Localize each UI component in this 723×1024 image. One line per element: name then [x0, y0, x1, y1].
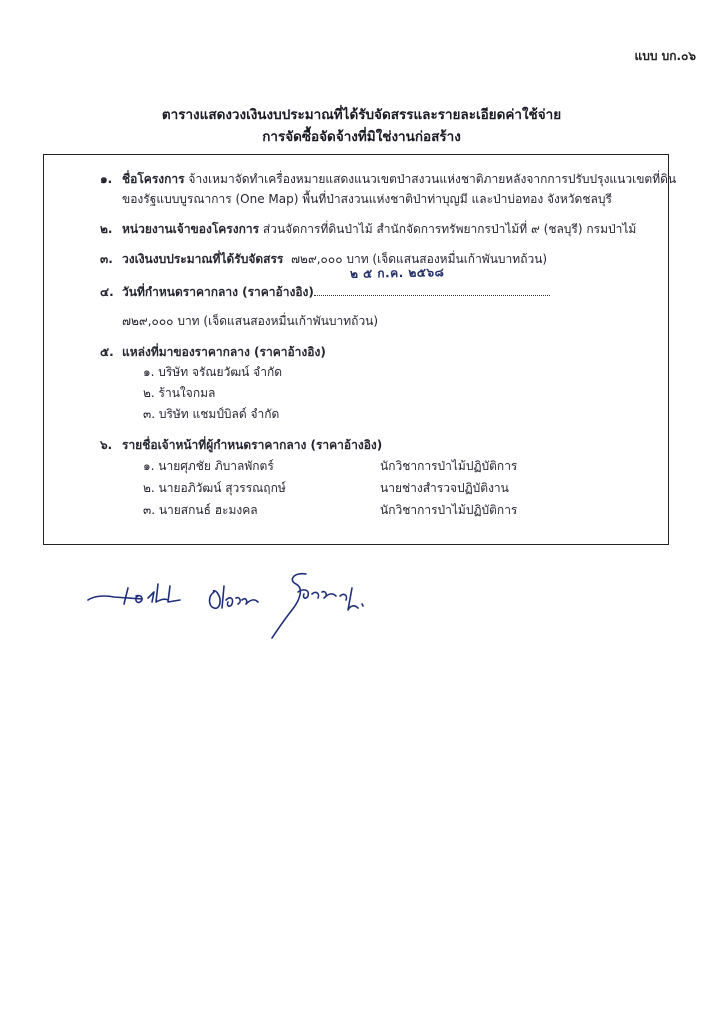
item-5-label: แหล่งที่มาของราคากลาง (ราคาอ้างอิง)	[122, 345, 326, 359]
item-1-number: ๑.	[100, 172, 113, 186]
item-4-value: ๗๒๙,๐๐๐ บาท (เจ็ดแสนสองหมื่นเก้าพันบาทถ้วน)	[122, 314, 379, 328]
item-2-number: ๒.	[100, 222, 113, 236]
form-code: แบบ บก.๐๖	[634, 49, 696, 63]
item-2-value: ส่วนจัดการที่ดินป่าไม้ สำนักจัดการทรัพยากรป่าไม้ที่ ๙ (ชลบุรี) กรมป่าไม้	[262, 222, 637, 236]
item-2-label: หน่วยงานเจ้าของโครงการ	[122, 222, 260, 236]
item-3-budget	[100, 251, 547, 267]
official-position: นักวิชาการป่าไม้ปฏิบัติการ	[380, 459, 518, 473]
source-item: ๒. ร้านใจกมล	[143, 386, 216, 400]
official-position: นายช่างสำรวจปฏิบัติงาน	[380, 481, 509, 495]
item-1-value: จ้างเหมาจัดทำเครื่องหมายแสดงแนวเขตป่าสงวนแห่งชาติภายหลังจากการปรับปรุงแนวเขตที่ดิน	[188, 172, 677, 186]
official-name: ๓. นายสกนธ์ ฮะมงคล	[143, 503, 258, 517]
document-title-line-1: ตารางแสดงวงเงินงบประมาณที่ได้รับจัดสรรและรายละเอียดค่าใช้จ่าย	[161, 107, 562, 123]
item-6-officials	[100, 437, 382, 453]
signature-3	[266, 566, 370, 642]
signature-2	[204, 578, 266, 618]
item-4-number: ๔.	[100, 285, 114, 299]
item-3-value: ๗๒๙,๐๐๐ บาท (เจ็ดแสนสองหมื่นเก้าพันบาทถ้วน)	[291, 252, 548, 266]
item-5-number: ๕.	[100, 345, 114, 359]
item-3-number: ๓.	[100, 252, 113, 266]
item-4-label: วันที่กำหนดราคากลาง (ราคาอ้างอิง)	[122, 285, 314, 299]
source-item: ๓. บริษัท แชมป์บิลด์ จำกัด	[143, 407, 280, 421]
item-1-project-name	[100, 171, 676, 187]
item-6-label: รายชื่อเจ้าหน้าที่ผู้กำหนดราคากลาง (ราคาอ้างอิง)	[122, 438, 383, 452]
item-4-reference-date	[100, 284, 550, 300]
document-title-line-2: การจัดซื้อจัดจ้างที่มิใช่งานก่อสร้าง	[262, 129, 461, 145]
official-name: ๑. นายศุภชัย ภิบาลพักตร์	[143, 459, 274, 473]
source-item: ๑. บริษัท จรัณยวัฒน์ จำกัด	[143, 365, 283, 379]
date-stamp: ๒ ๕ ก.ค. ๒๕๖๘	[349, 265, 445, 281]
item-2-owner-agency	[100, 221, 636, 237]
item-6-number: ๖.	[100, 438, 113, 452]
official-position: นักวิชาการป่าไม้ปฏิบัติการ	[380, 503, 518, 517]
signature-1	[84, 578, 194, 614]
item-5-price-sources	[100, 344, 326, 360]
item-1-value-continued: ของรัฐแบบบูรณาการ (One Map) พื้นที่ป่าสงวนแห่งชาติป่าท่าบุญมี และป่าบ่อทอง จังหวัดชลบุรี	[122, 192, 612, 206]
item-1-label: ชื่อโครงการ	[122, 172, 185, 186]
official-name: ๒. นายอภิวัฒน์ สุวรรณฤกษ์	[143, 481, 286, 495]
date-fill-line	[314, 284, 550, 296]
item-3-label: วงเงินงบประมาณที่ได้รับจัดสรร	[122, 252, 284, 266]
